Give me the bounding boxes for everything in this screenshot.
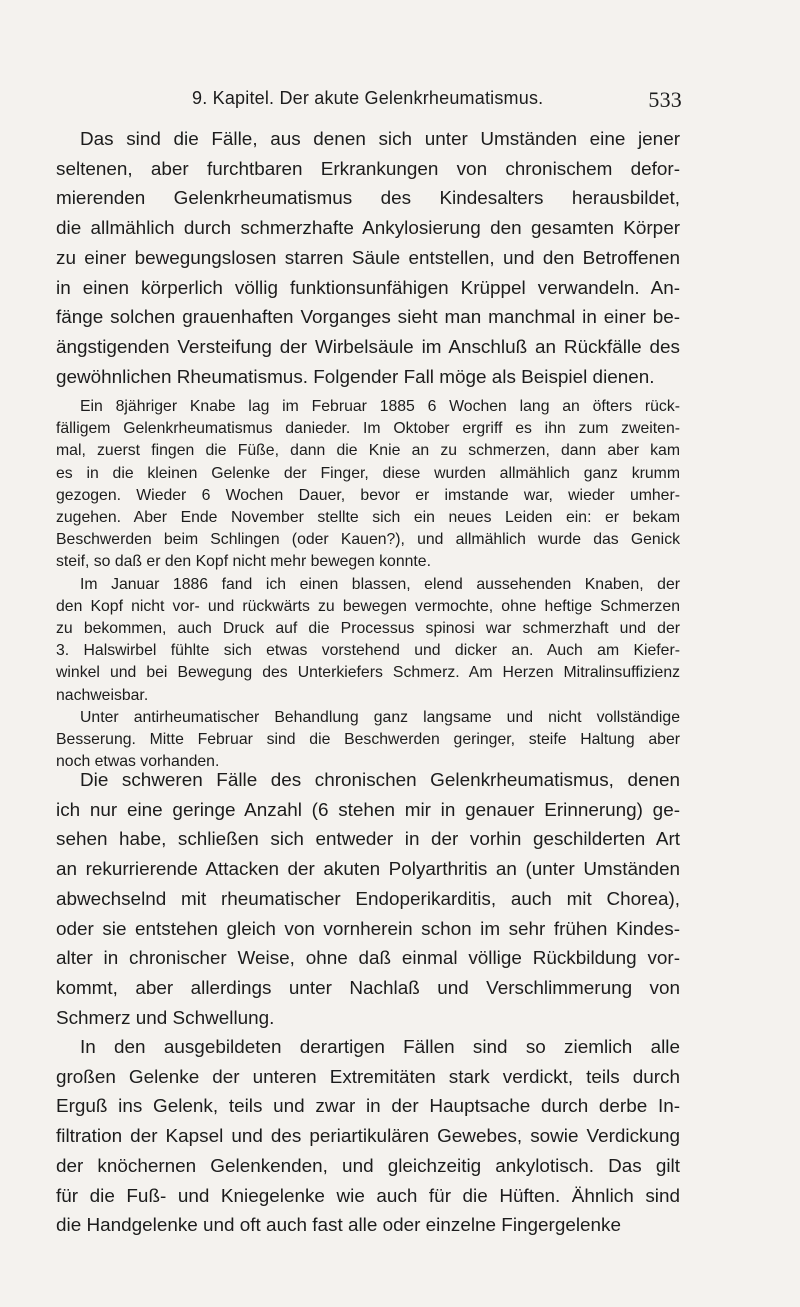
text-line: zu bekommen, auch Druck auf die Processus spinosi war schmerzhaft und der [56, 620, 680, 638]
text-line: ängstigenden Versteifung der Wirbelsäule im Anschluß an Rückfälle des [56, 336, 680, 358]
text-line: die Handgelenke und oft auch fast alle oder einzelne Fingergelenke [56, 1215, 622, 1237]
text-line: Schmerz und Schwellung. [56, 1007, 275, 1029]
text-line: filtration der Kapsel und des periartikulären Gewebes, sowie Verdickung [56, 1126, 680, 1148]
text-line: noch etwas vorhanden. [56, 753, 220, 771]
text-line: zugehen. Aber Ende November stellte sich ein neues Leiden ein: er bekam [56, 509, 680, 527]
text-line: großen Gelenke der unteren Extremitäten stark verdickt, teils durch [56, 1066, 680, 1088]
text-line: an rekurrierende Attacken der akuten Polyarthritis an (unter Umständen [56, 859, 680, 881]
text-line: in einen körperlich völlig funktionsunfähigen Krüppel verwandeln. An- [56, 277, 680, 299]
chapter-title: 9. Kapitel. Der akute Gelenkrheumatismus. [192, 88, 544, 108]
text-line: nachweisbar. [56, 686, 149, 704]
chronic-cases-paragraph [56, 766, 680, 1033]
text-line: abwechselnd mit rheumatischer Endoperikarditis, auch mit Chorea), [56, 888, 680, 910]
text-line: Beschwerden beim Schlingen (oder Kauen?), und allmählich wurde das Genick [56, 531, 680, 549]
text-line: den Kopf nicht vor- und rückwärts zu bewegen vermochte, ohne heftige Schmerzen [56, 597, 680, 615]
case-report [56, 396, 680, 773]
text-line: die allmählich durch schmerzhafte Ankylosierung den gesamten Körper [56, 218, 680, 240]
text-line: Erguß ins Gelenk, teils und zwar in der Hauptsache durch derbe In- [56, 1096, 680, 1118]
text-line: steif, so daß er den Kopf nicht mehr bewegen konnte. [56, 553, 431, 571]
text-line: 3. Halswirbel fühlte sich etwas vorstehend und dicker an. Auch am Kiefer- [56, 642, 680, 660]
text-line: mal, zuerst fingen die Füße, dann die Knie an zu schmerzen, dann aber kam [56, 442, 680, 460]
text-line [56, 155, 680, 185]
text-line: Das sind die Fälle, aus denen sich unter Umständen eine jener [80, 129, 680, 150]
text-line: winkel und bei Bewegung des Unterkiefers Schmerz. Am Herzen Mitralinsuffizienz [56, 664, 680, 682]
text-line: ich nur eine geringe Anzahl (6 stehen mir in genauer Erinnerung) ge- [56, 799, 680, 821]
text-line: fälligem Gelenkrheumatismus danieder. Im Oktober ergriff es ihn zum zweiten- [56, 420, 680, 438]
text-line: Im Januar 1886 fand ich einen blassen, elend aussehenden Knaben, der [80, 575, 680, 593]
text-line: es in die kleinen Gelenke der Finger, diese wurden allmählich ganz krumm [56, 464, 680, 482]
text-line: zu einer bewegungslosen starren Säule entstellen, und den Betroffenen [56, 247, 680, 269]
intro-paragraph [56, 125, 680, 392]
text-line: kommt, aber allerdings unter Nachlaß und Verschlimmerung von [56, 977, 680, 999]
text-line: In den ausgebildeten derartigen Fällen sind so ziemlich alle [80, 1037, 680, 1058]
text-line: oder sie entstehen gleich von vornherein schon im sehr frühen Kindes- [56, 918, 680, 940]
text-line: Ein 8jähriger Knabe lag im Februar 1885 6 Wochen lang an öfters rück- [80, 398, 680, 415]
text-line-content: seltenen, aber furchtbaren Erkrankungen von chronischem defor- [56, 158, 680, 180]
text-line: sehen habe, schließen sich entweder in der vorhin geschilderten Art [56, 829, 680, 851]
text-line: Die schweren Fälle des chronischen Gelenkrheumatismus, denen [80, 770, 680, 791]
text-line: alter in chronischer Weise, ohne daß einmal völlige Rückbildung vor- [56, 948, 680, 970]
text-line: gewöhnlichen Rheumatismus. Folgender Fall möge als Beispiel dienen. [56, 366, 655, 388]
text-line: gezogen. Wieder 6 Wochen Dauer, bevor er imstande war, wieder umher- [56, 486, 680, 504]
text-line: Besserung. Mitte Februar sind die Beschwerden geringer, steife Haltung aber [56, 731, 680, 749]
text-line: fänge solchen grauenhaften Vorganges sieht man manchmal in einer be- [56, 307, 680, 329]
page-number: 533 [648, 87, 682, 112]
advanced-cases-paragraph [56, 1033, 680, 1241]
text-line: der knöchernen Gelenkenden, und gleichzeitig ankylotisch. Das gilt [56, 1155, 680, 1177]
text-line: für die Fuß- und Kniegelenke wie auch für die Hüften. Ähnlich sind [56, 1185, 680, 1207]
running-header [192, 88, 682, 114]
text-line: mierenden Gelenkrheumatismus des Kindesalters herausbildet, [56, 188, 680, 210]
text-line: Unter antirheumatischer Behandlung ganz langsame und nicht vollständige [80, 708, 680, 726]
